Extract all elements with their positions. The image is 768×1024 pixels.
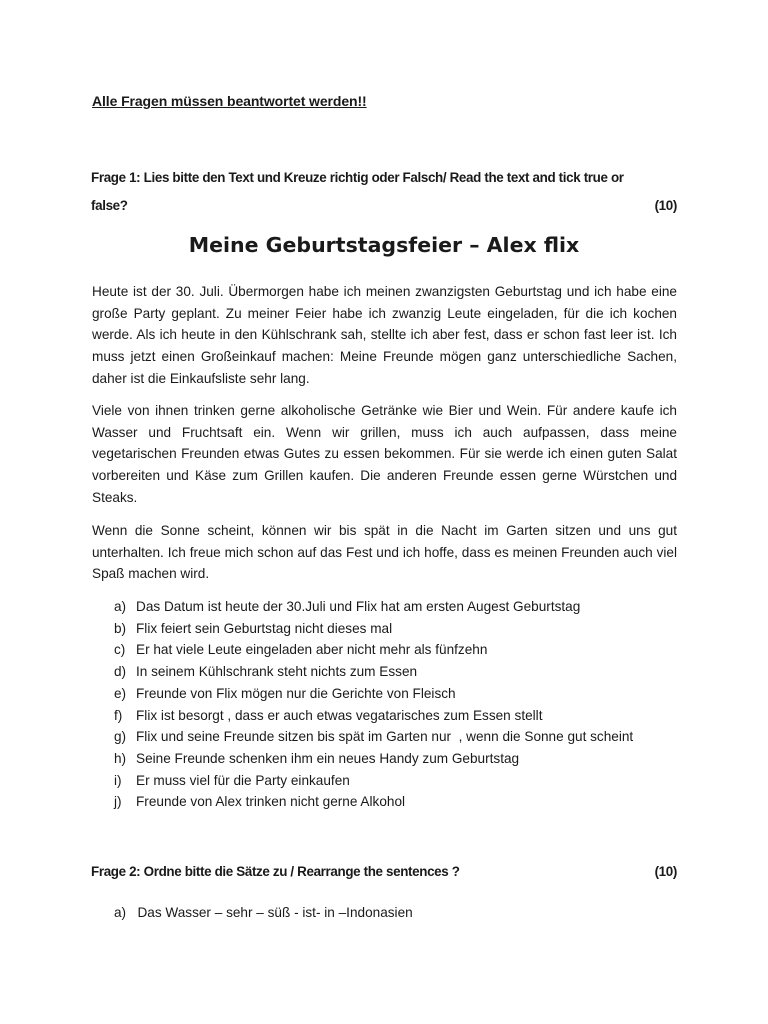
list-item — [92, 705, 677, 727]
paragraph-1: Heute ist der 30. Juli. Übermorgen habe ich meinen zwanzigsten Geburtstag und ich habe eine große Party geplant. Zu meiner Feier habe ich zwanzig Leute eingeladen, für die ich kochen werde. Als ich heute in den Kühlschrank sah, stellte ich aber fest, dass er schon fast leer ist. Ich muss jetzt einen Großeinkauf machen: Meine Freunde mögen ganz unterschiedliche Sachen, daher ist die Einkaufsliste sehr lang. — [92, 284, 677, 386]
instruction-heading: Alle Fragen müssen beantwortet werden!! — [92, 93, 367, 109]
statement-text: Flix und seine Freunde sitzen bis spät im Garten nur , wenn die Sonne gut scheint — [136, 729, 634, 745]
list-item — [92, 748, 677, 770]
list-marker: e) — [114, 685, 127, 701]
statement-text: Flix ist besorgt , dass er auch etwas vegatarisches zum Essen stellt — [136, 707, 543, 723]
list-marker: i) — [114, 772, 122, 788]
question-2-heading — [91, 858, 677, 886]
question-1-points: (10) — [654, 198, 677, 213]
list-marker: d) — [114, 664, 127, 680]
question-2-line: Frage 2: Ordne bitte die Sätze zu / Rearrange the sentences ? — [91, 864, 460, 879]
statement-text: In seinem Kühlschrank steht nichts zum Essen — [136, 664, 418, 680]
question-2-item-text: Das Wasser – sehr – süß - ist- in –Indonasien — [137, 905, 413, 920]
paragraph-3: Wenn die Sonne scheint, können wir bis spät in die Nacht im Garten sitzen und uns gut unterhalten. Ich freue mich schon auf das Fest und ich hoffe, dass es meinen Freunden auch viel Spaß machen wird. — [92, 523, 677, 582]
text-title: Meine Geburtstagsfeier – Alex flix — [188, 233, 580, 257]
statement-text: Er hat viele Leute eingeladen aber nicht mehr als fünfzehn — [136, 642, 488, 658]
list-marker: a) — [114, 905, 127, 920]
list-marker: c) — [114, 642, 126, 658]
list-marker: b) — [114, 620, 127, 636]
question-1-line1: Frage 1: Lies bitte den Text und Kreuze richtig oder Falsch/ Read the text and tick true or — [91, 170, 624, 185]
statement-text: Freunde von Flix mögen nur die Gerichte von Fleisch — [136, 685, 456, 701]
list-item — [92, 770, 677, 792]
statement-list — [92, 596, 677, 813]
question-2-item — [114, 902, 413, 924]
question-2-points: (10) — [654, 864, 677, 879]
list-item — [92, 726, 677, 748]
question-1-heading — [91, 164, 677, 220]
statement-text: Das Datum ist heute der 30.Juli und Flix hat am ersten Augest Geburtstag — [136, 599, 581, 614]
list-item — [92, 683, 677, 705]
statement-text: Freunde von Alex trinken nicht gerne Alkohol — [136, 794, 406, 810]
list-item — [92, 639, 677, 661]
list-marker: g) — [114, 729, 127, 745]
statement-text: Flix feiert sein Geburtstag nicht dieses mal — [136, 620, 393, 636]
statement-text: Er muss viel für die Party einkaufen — [136, 772, 350, 788]
statement-text: Seine Freunde schenken ihm ein neues Handy zum Geburtstag — [136, 750, 520, 766]
list-marker: h) — [114, 750, 127, 766]
list-marker: f) — [114, 707, 123, 723]
list-item — [92, 596, 677, 618]
paragraph-2: Viele von ihnen trinken gerne alkoholische Getränke wie Bier und Wein. Für andere kaufe ich Wasser und Fruchtsaft ein. Wenn wir grillen, muss ich auch aufpassen, dass meine vegetarischen Freunden etwas Gutes zu essen bekommen. Für sie werde ich einen guten Salat vorbereiten und Käse zum Grillen kaufen. Die anderen Freunde essen gerne Würstchen und Steaks. — [92, 403, 677, 505]
question-1-line2: false? — [91, 198, 128, 213]
list-item — [92, 618, 677, 640]
list-item — [92, 791, 677, 813]
list-marker: j) — [114, 794, 122, 810]
list-marker: a) — [114, 599, 127, 614]
list-item — [92, 661, 677, 683]
